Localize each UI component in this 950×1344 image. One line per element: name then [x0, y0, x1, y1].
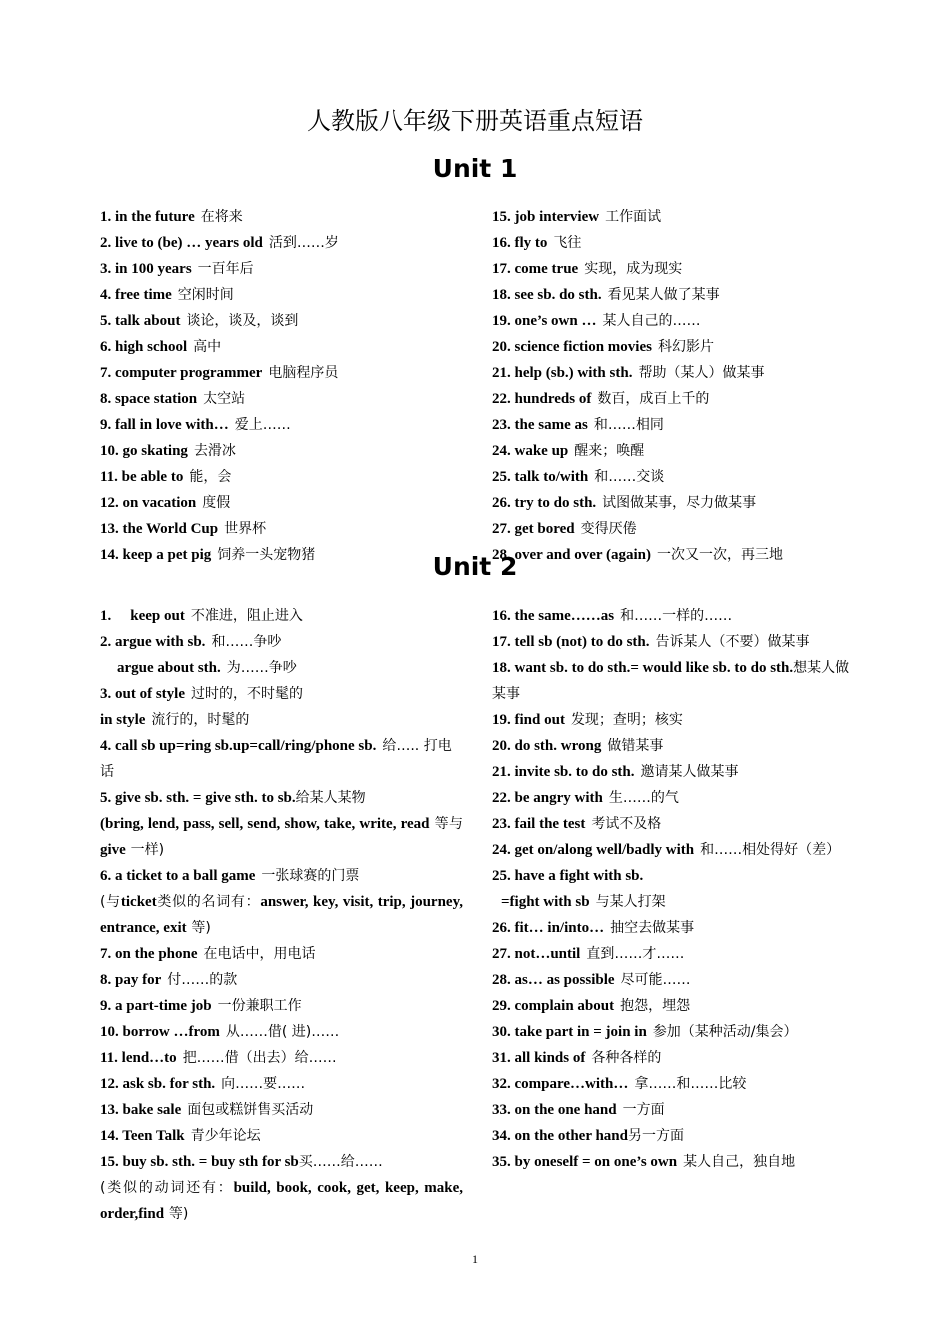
list-item — [100, 334, 470, 360]
list-item: 3. out of style 过时的，不时髦的 — [100, 686, 303, 702]
phrase-chinese: 度假 — [202, 495, 231, 511]
list-item: 22. be angry with 生……的气 — [492, 790, 679, 806]
phrase-english: 11. be able to — [100, 469, 184, 485]
list-item — [492, 204, 862, 230]
list-item: in style 流行的，时髦的 — [100, 712, 250, 728]
list-item: 6. a ticket to a ball game 一张球赛的门票 — [100, 868, 360, 884]
list-item — [492, 334, 862, 360]
list-item: 1. keep out 不准进，阻止进入 — [100, 608, 303, 624]
list-note: (与ticket类似的名词有：answer, key, visit, trip, journey, entrance, exit 等) — [100, 894, 464, 936]
list-item: 2. argue with sb. 和……争吵 — [100, 634, 282, 650]
page-number: 1 — [472, 1252, 478, 1266]
unit1-left-column — [100, 204, 470, 568]
list-item — [100, 412, 470, 438]
unit1-heading: Unit 1 — [432, 154, 518, 183]
list-item: 5. give sb. sth. = give sth. to sb.给某人某物 — [100, 790, 366, 806]
phrase-english: 22. hundreds of — [492, 391, 592, 407]
list-item: 20. do sth. wrong 做错某事 — [492, 738, 664, 754]
phrase-english: 12. on vacation — [100, 495, 197, 511]
phrase-chinese: 变得厌倦 — [580, 521, 637, 537]
phrase-chinese: 活到……岁 — [268, 235, 339, 251]
list-item — [100, 204, 470, 230]
phrase-chinese: 数百，成百上千的 — [597, 391, 710, 407]
phrase-chinese: 爱上…… — [234, 417, 291, 433]
list-item — [492, 464, 862, 490]
list-item — [100, 464, 470, 490]
list-item — [492, 230, 862, 256]
phrase-english: 24. wake up — [492, 443, 569, 459]
list-item — [492, 412, 862, 438]
list-item: 11. lend…to 把……借（出去）给…… — [100, 1050, 337, 1066]
list-item: 7. on the phone 在电话中，用电话 — [100, 946, 316, 962]
phrase-english: 23. the same as — [492, 417, 588, 433]
list-item — [492, 308, 862, 334]
phrase-chinese: 高中 — [193, 339, 222, 355]
phrase-chinese: 工作面试 — [605, 209, 662, 225]
list-item: 31. all kinds of 各种各样的 — [492, 1050, 662, 1066]
list-item: 13. bake sale 面包或糕饼售买活动 — [100, 1102, 314, 1118]
phrase-english: 26. try to do sth. — [492, 495, 597, 511]
phrase-english: 6. high school — [100, 339, 188, 355]
list-item: 8. pay for 付……的款 — [100, 972, 238, 988]
list-item: 30. take part in = join in 参加（某种活动/集会） — [492, 1024, 798, 1040]
phrase-english: 10. go skating — [100, 443, 188, 459]
phrase-english: 18. see sb. do sth. — [492, 287, 602, 303]
phrase-chinese: 一次又一次，再三地 — [657, 547, 784, 563]
list-item: 23. fail the test 考试不及格 — [492, 816, 662, 832]
list-item — [492, 282, 862, 308]
phrase-chinese: 帮助（某人）做某事 — [638, 365, 765, 381]
list-item — [492, 386, 862, 412]
phrase-english: 20. science fiction movies — [492, 339, 652, 355]
list-item: 29. complain about 抱怨，埋怨 — [492, 998, 691, 1014]
list-item: 32. compare…with… 拿……和……比较 — [492, 1076, 747, 1092]
phrase-english: 27. get bored — [492, 521, 575, 537]
phrase-english: 17. come true — [492, 261, 579, 277]
list-item: 15. buy sb. sth. = buy sth for sb买……给…… — [100, 1154, 383, 1170]
list-item: 27. not…until 直到……才…… — [492, 946, 685, 962]
phrase-chinese: 实现，成为现实 — [584, 261, 683, 277]
phrase-english: 19. one’s own … — [492, 313, 597, 329]
list-note: (bring, lend, pass, sell, send, show, take, write, read 等与 give 一样) — [100, 816, 464, 858]
list-item: 16. the same……as 和……一样的…… — [492, 608, 733, 624]
list-item — [492, 490, 862, 516]
list-item: 12. ask sb. for sth. 向……要…… — [100, 1076, 306, 1092]
list-item — [100, 516, 470, 542]
phrase-chinese: 看见某人做了某事 — [607, 287, 720, 303]
list-item: 28. as… as possible 尽可能…… — [492, 972, 691, 988]
phrase-chinese: 醒来；唤醒 — [574, 443, 645, 459]
list-item — [492, 360, 862, 386]
list-item: 26. fit… in/into… 抽空去做某事 — [492, 920, 695, 936]
phrase-english: 5. talk about — [100, 313, 181, 329]
list-item: 33. on the one hand 一方面 — [492, 1102, 665, 1118]
list-item: 35. by oneself = on one’s own 某人自己，独自地 — [492, 1154, 796, 1170]
phrase-english: 28. over and over (again) — [492, 547, 652, 563]
list-item — [100, 256, 470, 282]
unit1-right-column — [492, 204, 862, 568]
list-item: 24. get on/along well/badly with 和……相处得好（差） — [492, 842, 841, 858]
list-item: 14. Teen Talk 青少年论坛 — [100, 1128, 261, 1144]
phrase-chinese: 试图做某事，尽力做某事 — [602, 495, 757, 511]
phrase-english: 1. in the future — [100, 209, 195, 225]
list-item: 19. find out 发现；查明；核实 — [492, 712, 683, 728]
phrase-chinese: 一百年后 — [197, 261, 254, 277]
phrase-english: 15. job interview — [492, 209, 600, 225]
list-item — [100, 230, 470, 256]
phrase-english: 16. fly to — [492, 235, 548, 251]
list-item — [492, 438, 862, 464]
unit2-left-column — [100, 603, 463, 1227]
phrase-english: 2. live to (be) … years old — [100, 235, 263, 251]
phrase-chinese: 电脑程序员 — [268, 365, 339, 381]
list-item: 25. have a fight with sb. — [492, 868, 644, 884]
phrase-english: 9. fall in love with… — [100, 417, 229, 433]
phrase-chinese: 去滑冰 — [193, 443, 236, 459]
list-item: 9. a part-time job 一份兼职工作 — [100, 998, 302, 1014]
list-item — [100, 360, 470, 386]
phrase-chinese: 在将来 — [200, 209, 243, 225]
phrase-english: 14. keep a pet pig — [100, 547, 212, 563]
phrase-chinese: 某人自己的…… — [602, 313, 701, 329]
phrase-english: 7. computer programmer — [100, 365, 263, 381]
phrase-chinese: 空闲时间 — [177, 287, 234, 303]
list-note: (类似的动词还有：build, book, cook, get, keep, make, order,find 等) — [100, 1180, 463, 1222]
list-item — [100, 386, 470, 412]
list-item: 17. tell sb (not) to do sth. 告诉某人（不要）做某事 — [492, 634, 810, 650]
page-title: 人教版八年级下册英语重点短语 — [307, 107, 643, 135]
phrase-english: 13. the World Cup — [100, 521, 219, 537]
phrase-english: 21. help (sb.) with sth. — [492, 365, 633, 381]
phrase-english: 25. talk to/with — [492, 469, 589, 485]
phrase-english: 4. free time — [100, 287, 172, 303]
list-item: 34. on the other hand另一方面 — [492, 1128, 684, 1144]
phrase-chinese: 世界杯 — [224, 521, 267, 537]
phrase-chinese: 谈论，谈及，谈到 — [186, 313, 299, 329]
list-item — [100, 282, 470, 308]
list-item: 21. invite sb. to do sth. 邀请某人做某事 — [492, 764, 739, 780]
unit2-heading: Unit 2 — [432, 552, 518, 581]
phrase-chinese: 太空站 — [203, 391, 246, 407]
phrase-chinese: 能，会 — [189, 469, 232, 485]
list-item — [100, 490, 470, 516]
phrase-chinese: 饲养一头宠物猪 — [217, 547, 316, 563]
phrase-chinese: 和……相同 — [593, 417, 664, 433]
phrase-english: 3. in 100 years — [100, 261, 192, 277]
list-item — [492, 256, 862, 282]
phrase-chinese: 和……交谈 — [594, 469, 665, 485]
list-item: 4. call sb up=ring sb.up=call/ring/phone sb. 给….. 打电话 — [100, 738, 452, 780]
list-item — [492, 516, 862, 542]
phrase-chinese: 科幻影片 — [657, 339, 714, 355]
list-item — [100, 308, 470, 334]
list-item: 10. borrow …from 从……借( 进)…… — [100, 1024, 340, 1040]
list-item — [100, 438, 470, 464]
phrase-english: 8. space station — [100, 391, 198, 407]
list-item: argue about sth. 为……争吵 — [117, 660, 297, 676]
list-item: =fight with sb 与某人打架 — [501, 894, 666, 910]
phrase-chinese: 飞往 — [553, 235, 582, 251]
unit2-right-column — [492, 603, 854, 1175]
list-item: 18. want sb. to do sth.= would like sb. to do sth.想某人做某事 — [492, 660, 850, 702]
